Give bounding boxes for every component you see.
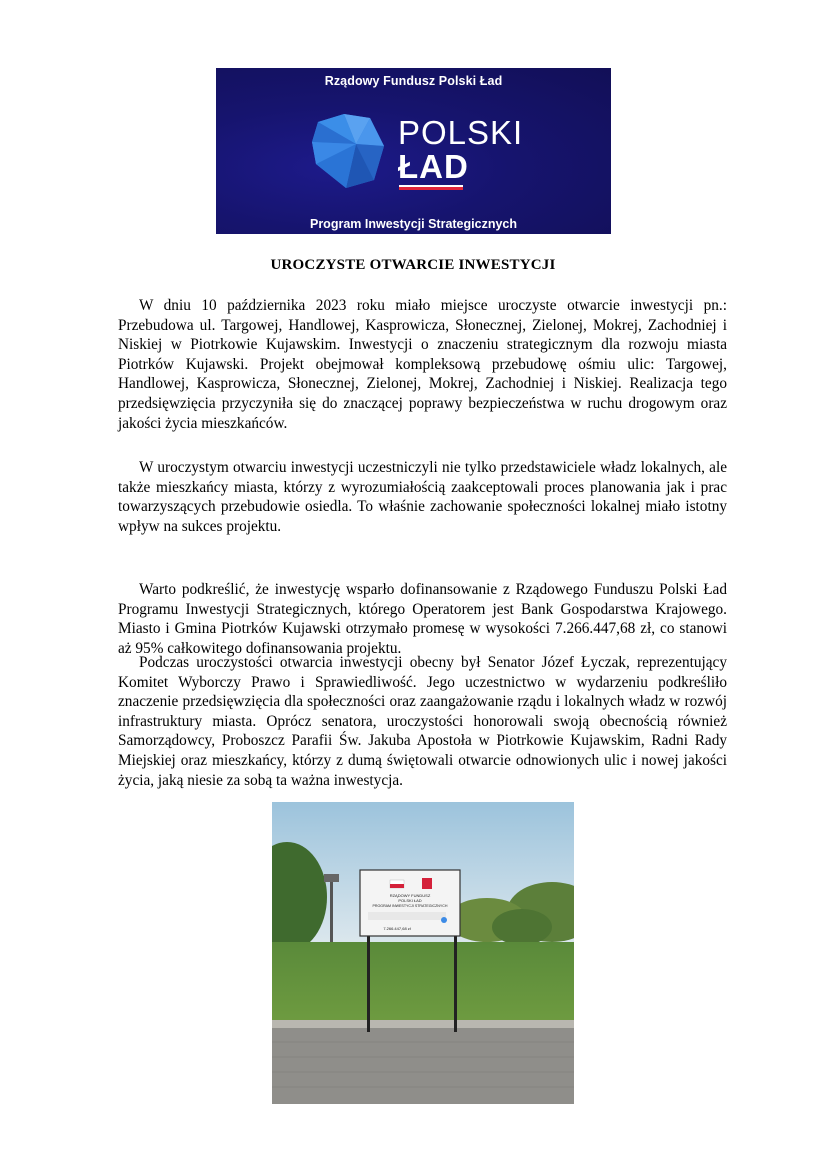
investment-sign-photo — [272, 802, 574, 1104]
logo-word-lad: ŁAD — [398, 148, 469, 185]
article-paragraph — [118, 458, 727, 536]
sign-amount: 7.266.447,68 zł — [383, 926, 411, 931]
polski-lad-crystal-icon — [308, 110, 388, 190]
article-paragraph — [118, 580, 727, 658]
polish-flag-bar — [399, 185, 463, 190]
sign-line-3: PROGRAM INWESTYCJI STRATEGICZNYCH — [372, 904, 448, 908]
photo-illustration — [272, 802, 574, 1104]
logo-word-polski: POLSKI — [398, 114, 524, 151]
paragraph-text: Warto podkreślić, że inwestycję wsparło dofinansowanie z Rządowego Funduszu Polski Ład Programu Inwestycji Strategicznych, którego Operatorem jest Bank Gospodarstwa Krajowego. Miasto i Gmina Piotrków Kujawski otrzymało promesę w wysokości 7.266.447,68 zł, co stanowi aż 95% całkowitego dofinansowania projektu. — [118, 581, 727, 657]
paragraph-text: Podczas uroczystości otwarcia inwestycji obecny był Senator Józef Łyczak, reprezentujący Komitet Wyborczy Prawo i Sprawiedliwość. Jego uczestnictwo w wydarzeniu podkreśliło znaczenie przedsięwzięcia dla społeczności oraz zaangażowanie rządu i lokalnych władz w rozwój infrastruktury miasta. Oprócz senatora, uroczystości honorowali swoją obecnością również Samorządowcy, Proboszcz Parafii Św. Jakuba Apostoła w Piotrkowie Kujawskim, Radni Rady Miejskiej oraz mieszkańcy, którzy z dumą świętowali otwarcie odnowionych ulic i nowej jakości życia, jaką niesie za sobą ta ważna inwestycja. — [118, 654, 727, 789]
banner-bottom-text: Program Inwestycji Strategicznych — [309, 217, 517, 231]
banner-top-text: Rządowy Fundusz Polski Ład — [324, 74, 503, 88]
polski-lad-banner — [216, 68, 611, 234]
article-paragraph — [118, 653, 727, 790]
paragraph-text: W dniu 10 października 2023 roku miało miejsce uroczyste otwarcie inwestycji pn.: Przebudowa ul. Targowej, Handlowej, Kasprowicza, Słonecznej, Zielonej, Mokrej, Zachodniej i Niskiej w Piotrkowie Kujawskim. Inwestycji o znaczeniu strategicznym dla rozwoju miasta Piotrków Kujawski. Projekt obejmował kompleksową przebudowę ośmiu ulic: Targowej, Handlowej, Kasprowicza, Słonecznej, Zielonej, Mokrej, Zachodniej i Niskiej. Realizacja tego przedsięwzięcia przyczyniła się do znaczącej poprawy bezpieczeństwa w ruchu drogowym oraz jakości życia mieszkańców. — [118, 297, 727, 432]
paragraph-text: W uroczystym otwarciu inwestycji uczestniczyli nie tylko przedstawiciele władz lokalnych, ale także mieszkańcy miasta, którzy z wyrozumiałością zaakceptowali proces planowania jak i prac towarzyszących przebudowie osiedla. To właśnie zachowanie społeczności lokalnej miało istotny wpływ na sukces projektu. — [118, 459, 727, 535]
article-paragraph — [118, 296, 727, 433]
article-title: UROCZYSTE OTWARCIE INWESTYCJI — [270, 257, 556, 273]
sign-line-2: POLSKI ŁAD — [398, 898, 422, 903]
sign-line-1: RZĄDOWY FUNDUSZ — [389, 893, 431, 898]
